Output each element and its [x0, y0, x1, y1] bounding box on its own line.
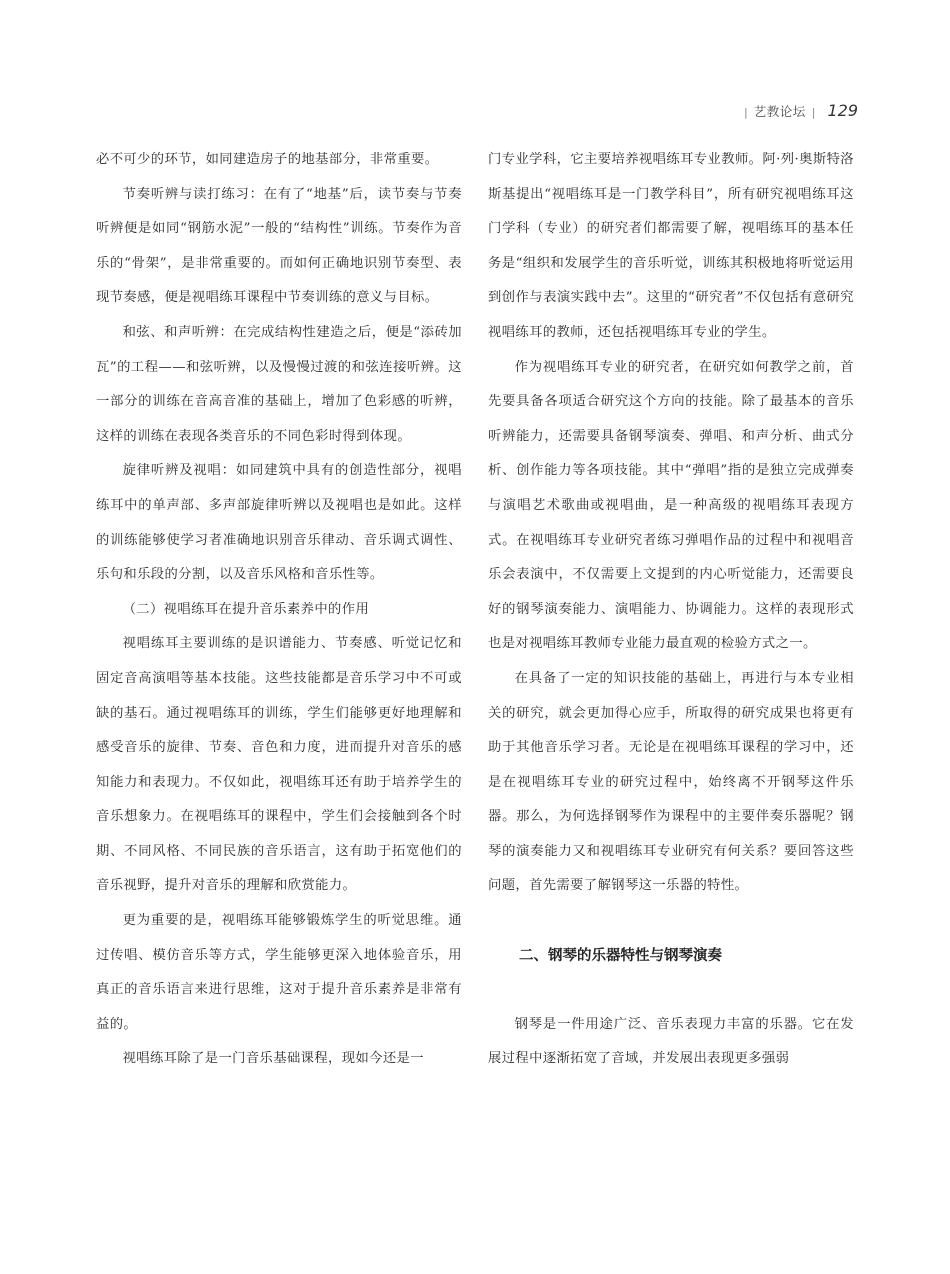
left-column	[96, 143, 462, 1077]
spacer	[488, 973, 854, 1008]
header-divider-left: |	[744, 106, 748, 119]
subsection-heading: （二）视唱练耳在提升音乐素养中的作用	[122, 601, 370, 617]
paragraph: 旋律听辨及视唱：如同建筑中具有的创造性部分，视唱练耳中的单声部、多声部旋律听辨以及视唱也是如此。这样的训练能够使学习者准确地识别音乐律动、音乐调式调性、乐句和乐段的分割，以及音乐风格和音乐性等。	[96, 463, 462, 583]
paragraph: 作为视唱练耳专业的研究者，在研究如何教学之前，首先要具备各项适合研究这个方向的技能。除了最基本的音乐听辨能力，还需要具备钢琴演奏、弹唱、和声分析、曲式分析、创作能力等各项技能。其中“弹唱”指的是独立完成弹奏与演唱艺术歌曲或视唱曲，是一种高级的视唱练耳表现方式。在视唱练耳专业研究者练习弹唱作品的过程中和视唱音乐会表演中，不仅需要上文提到的内心听觉能力，还需要良好的钢琴演奏能力、演唱能力、协调能力。这样的表现形式也是对视唱练耳教师专业能力最直观的检验方式之一。	[488, 359, 854, 652]
paragraph: 视唱练耳主要训练的是识谱能力、节奏感、听觉记忆和固定音高演唱等基本技能。这些技能都是音乐学习中不可或缺的基石。通过视唱练耳的训练，学生们能够更好地理解和感受音乐的旋律、节奏、音色和力度，进而提升对音乐的感知能力和表现力。不仅如此，视唱练耳还有助于培养学生的音乐想象力。在视唱练耳的课程中，学生们会接触到各个时期、不同风格、不同民族的音乐语言，这有助于拓宽他们的音乐视野，提升对音乐的理解和欣赏能力。	[96, 636, 462, 894]
right-column	[488, 143, 854, 1077]
header-divider-right: |	[811, 106, 816, 119]
paragraph: 更为重要的是，视唱练耳能够锻炼学生的听觉思维。通过传唱、模仿音乐等方式，学生能够更深入地体验音乐，用真正的音乐语言来进行思维，这对于提升音乐素养是非常有益的。	[96, 913, 462, 1032]
paragraph: 视唱练耳除了是一门音乐基础课程，现如今还是一	[122, 1051, 424, 1067]
paragraph: 必不可少的环节，如同建造房子的地基部分，非常重要。	[96, 152, 439, 167]
paragraph: 钢琴是一件用途广泛、音乐表现力丰富的乐器。它在发展过程中逐渐拓宽了音域，并发展出表现更多强弱	[488, 1016, 854, 1067]
paragraph: 节奏听辨与读打练习：在有了“地基”后，读节奏与节奏听辨便是如同“钢筋水泥”一般的“结构性”训练。节奏作为音乐的“骨架”，是非常重要的。而如何正确地识别节奏型、表现节奏感，便是视唱练耳课程中节奏训练的意义与目标。	[96, 186, 462, 306]
page-number: 129	[827, 101, 858, 120]
spacer	[488, 904, 854, 939]
paragraph: 和弦、和声听辨：在完成结构性建造之后，便是“添砖加瓦”的工程——和弦听辨，以及慢慢过渡的和弦连接听辨。这一部分的训练在音高音准的基础上，增加了色彩感的听辨，这样的训练在表现各类音乐的不同色彩时得到体现。	[96, 324, 463, 444]
paragraph: 门专业学科，它主要培养视唱练耳专业教师。阿·列·奥斯特洛斯基提出“视唱练耳是一门教学科目”，所有研究视唱练耳这门学科（专业）的研究者们都需要了解，视唱练耳的基本任务是“组织和发展学生的音乐听觉，训练其积极地将听觉运用到创作与表演实践中去”。这里的“研究者”不仅包括有意研究视唱练耳的教师，还包括视唱练耳专业的学生。	[488, 152, 854, 340]
section-heading: 二、钢琴的乐器特性与钢琴演奏	[519, 947, 722, 964]
running-head	[744, 101, 858, 120]
paragraph: 在具备了一定的知识技能的基础上，再进行与本专业相关的研究，就会更加得心应手，所取得的研究成果也将更有助于其他音乐学习者。无论是在视唱练耳课程的学习中，还是在视唱练耳专业的研究过程中，始终离不开钢琴这件乐器。那么，为何选择钢琴作为课程中的主要伴奏乐器呢？钢琴的演奏能力又和视唱练耳专业研究有何关系？要回答这些问题，首先需要了解钢琴这一乐器的特性。	[488, 670, 854, 894]
section-title: 艺教论坛	[753, 104, 806, 119]
